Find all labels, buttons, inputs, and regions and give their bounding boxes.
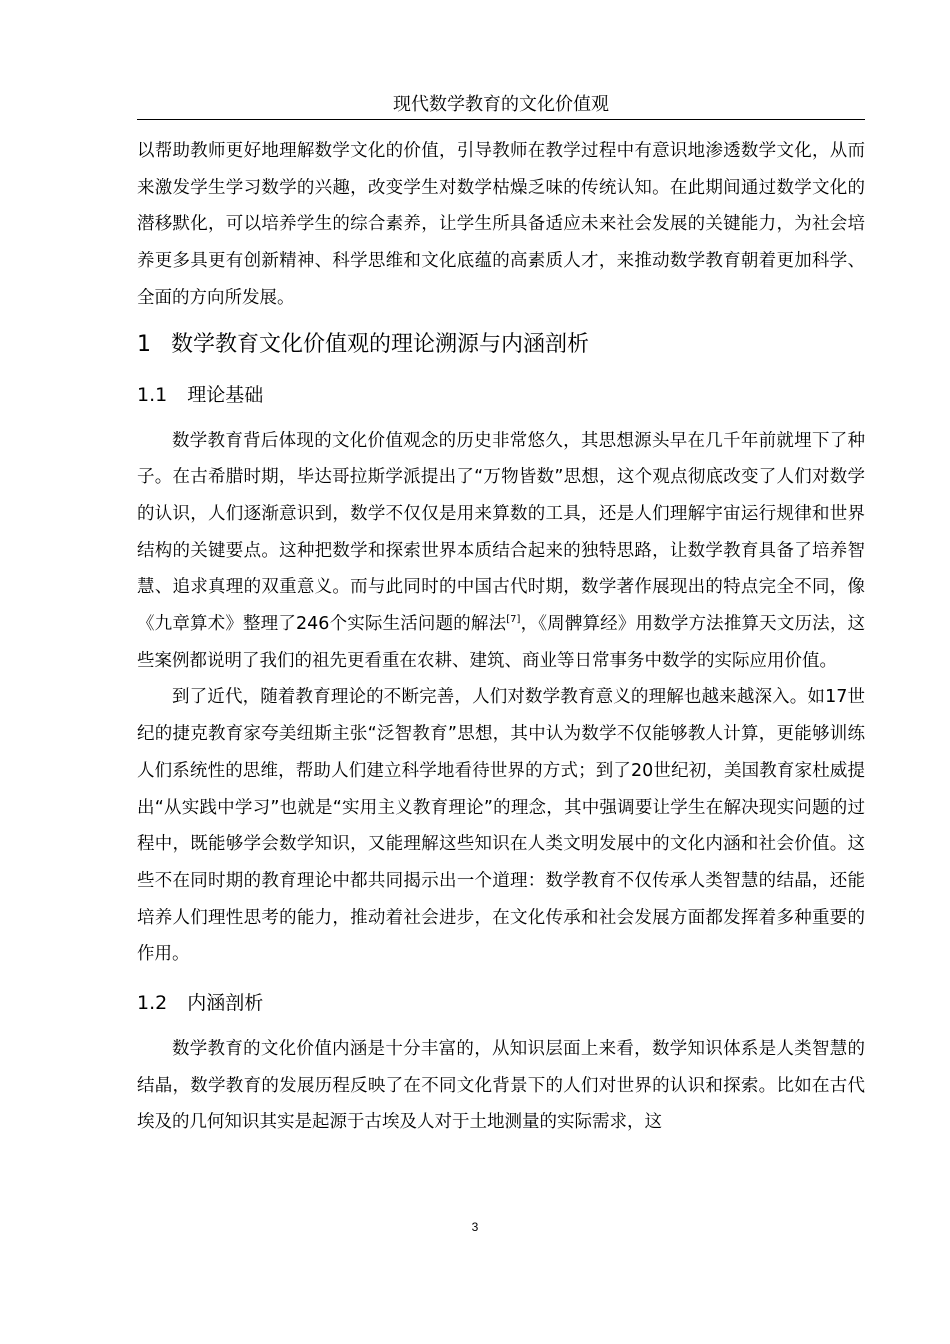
paragraph-text: ，《周髀算经》用数学方法推算天文历法，这些案例都说明了我们的祖先更看重在农耕、建筑、商业等日常事务中数学的实际应用价值。 [137, 614, 866, 671]
section-number: 1 [137, 331, 151, 357]
running-header: 现代数学教育的文化价值观 [137, 92, 865, 120]
paragraph-1-1-b: 到了近代，随着教育理论的不断完善，人们对数学教育意义的理解也越来越深入。如17世纪的捷克教育家夸美纽斯主张“泛智教育”思想，其中认为数学不仅能够教人计算，更能够训练人们系统性的思维，帮助人们建立科学地看待世界的方式；到了20世纪初，美国教育家杜威提出“从实践中学习”也就是“实用主义教育理论”的理念，其中强调要让学生在解决现实问题的过程中，既能够学会数学知识，又能理解这些知识在人类文明发展中的文化内涵和社会价值。这些不在同时期的教育理论中都共同揭示出一个道理：数学教育不仅传承人类智慧的结晶，还能培养人们理性思考的能力，推动着社会进步，在文化传承和社会发展方面都发挥着多种重要的作用。 [137, 687, 865, 965]
intro-paragraph: 以帮助教师更好地理解数学文化的价值，引导教师在教学过程中有意识地渗透数学文化，从而来激发学生学习数学的兴趣，改变学生对数学枯燥乏味的传统认知。在此期间通过数学文化的潜移默化，可以培养学生的综合素养，让学生所具备适应未来社会发展的关键能力，为社会培养更多具更有创新精神、科学思维和文化底蕴的高素质人才，来推动数学教育朝着更加科学、全面的方向所发展。 [137, 141, 865, 308]
section-heading-1 [137, 327, 865, 363]
subsection-title: 内涵剖析 [187, 992, 264, 1015]
page-number: 3 [471, 1220, 479, 1234]
section-title: 数学教育文化价值观的理论溯源与内涵剖析 [171, 331, 590, 357]
subsection-heading-1-1 [137, 377, 865, 413]
paragraph-1-2-a: 数学教育的文化价值内涵是十分丰富的，从知识层面上来看，数学知识体系是人类智慧的结晶，数学教育的发展历程反映了在不同文化背景下的人们对世界的认识和探索。比如在古代埃及的几何知识其实是起源于古埃及人对于土地测量的实际需求，这 [137, 1039, 865, 1133]
subsection-title: 理论基础 [187, 383, 264, 406]
paragraph-text: 数学教育背后体现的文化价值观念的历史非常悠久，其思想源头早在几千年前就埋下了种子。在古希腊时期，毕达哥拉斯学派提出了“万物皆数”思想，这个观点彻底改变了人们对数学的认识，人们逐渐意识到，数学不仅仅是用来算数的工具，还是人们理解宇宙运行规律和世界结构的关键要点。这种把数学和探索世界本质结合起来的独特思路，让数学教育具备了培养智慧、追求真理的双重意义。而与此同时的中国古代时期，数学著作展现出的特点完全不同，像《九章算术》整理了246个实际生活问题的解法 [137, 430, 865, 635]
subsection-number: 1.2 [137, 992, 168, 1015]
subsection-heading-1-2 [137, 985, 865, 1021]
subsection-number: 1.1 [137, 383, 168, 406]
body-text [137, 133, 865, 1141]
paragraph-1-1-a [137, 423, 865, 680]
citation-marker: [7] [506, 614, 521, 626]
